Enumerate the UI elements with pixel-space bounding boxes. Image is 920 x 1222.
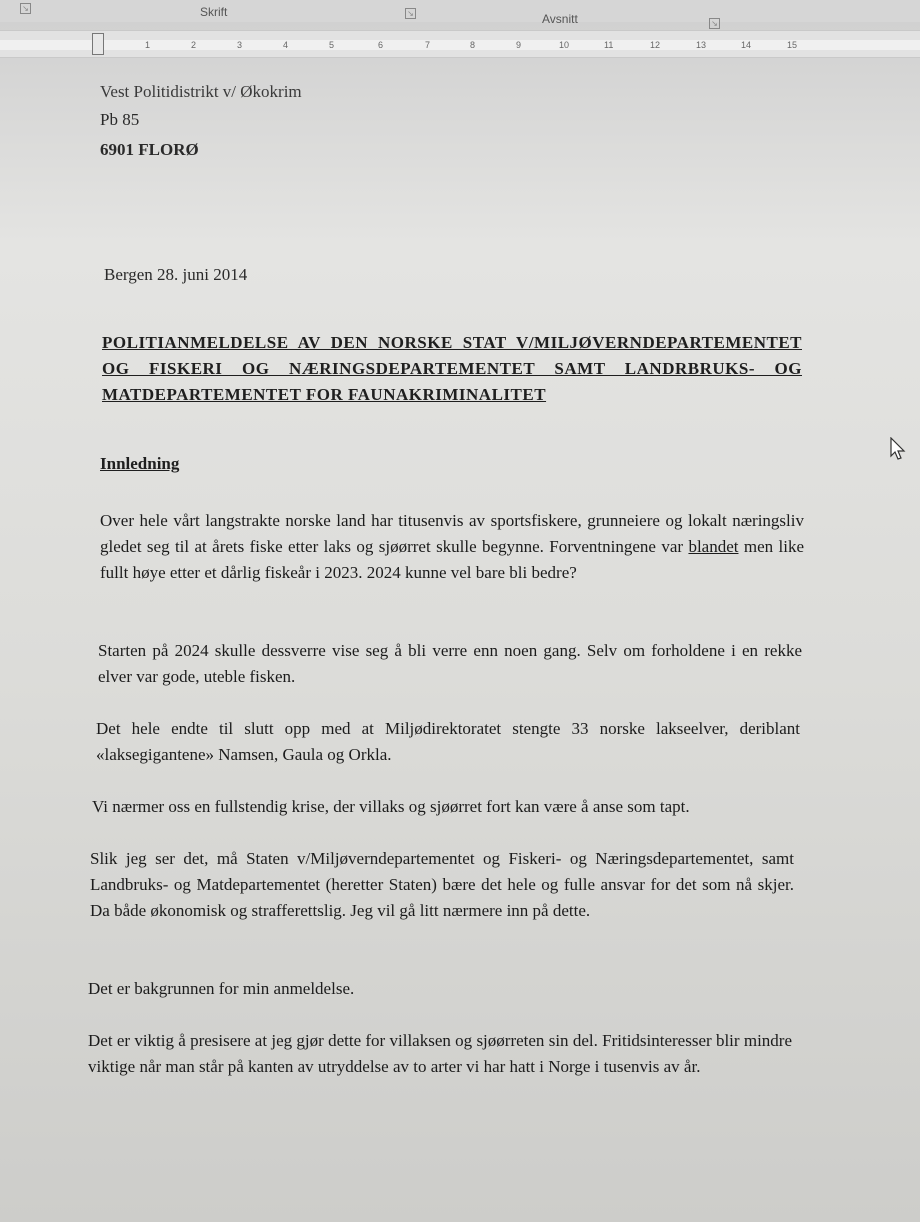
ruler-tick: 5 xyxy=(329,40,335,50)
ribbon-group-font: Skrift xyxy=(200,5,228,19)
recipient-box: Pb 85 xyxy=(100,110,140,129)
ruler-tick: 15 xyxy=(787,40,798,50)
paragraph: Starten på 2024 skulle dessverre vise seg å bli verre enn noen gang. Selv om forholdene i en rekke elver var gode, uteble fisken. xyxy=(98,641,802,686)
paragraph: Vi nærmer oss en fullstendig krise, der villaks og sjøørret fort kan være å anse som tapt. xyxy=(92,797,690,816)
paragraph: Det er viktig å presisere at jeg gjør dette for villaksen og sjøørreten sin del. Fritidsinteresser blir mindre viktige når man står på kanten av utryddelse av to arter vi har hatt i Norge i tusenvis av år. xyxy=(88,1031,792,1076)
letter-date: Bergen 28. juni 2014 xyxy=(104,265,248,284)
ruler-tick: 4 xyxy=(283,40,289,50)
ruler-tick: 9 xyxy=(516,40,522,50)
ruler-tick: 11 xyxy=(604,40,614,50)
paragraph-dialog-launcher-icon[interactable]: ↘ xyxy=(709,18,720,29)
paragraph-text: men like fullt høye etter et dårlig fiskeår i 2023. 2024 kunne vel bare bli bedre? xyxy=(100,537,805,582)
ruler-tick: 8 xyxy=(470,40,476,50)
section-heading: Innledning xyxy=(100,454,180,473)
ruler-tick: 12 xyxy=(650,40,661,50)
ruler-tick: 10 xyxy=(559,40,570,50)
ruler-tick: 3 xyxy=(237,40,243,50)
document-page[interactable] xyxy=(40,58,900,1222)
mouse-pointer-icon xyxy=(890,437,906,461)
paragraph: Slik jeg ser det, må Staten v/Miljøverndepartementet og Fiskeri- og Næringsdepartementet, samt Landbruks- og Matdepartementet (heretter Staten) bære det hele og fulle ansvar for det som nå skjer. Da både økonomisk og strafferettslig. Jeg vil gå litt nærmere inn på dette. xyxy=(90,849,794,920)
ruler-tick: 7 xyxy=(425,40,431,50)
document-title: POLITIANMELDELSE AV DEN NORSKE STAT V/MILJØVERNDEPARTEMENTET OG FISKERI OG NÆRINGSDEPARTEMENTET SAMT LANDRBRUKS- OG MATDEPARTEMENTET FOR FAUNAKRIMINALITET xyxy=(102,333,802,404)
ruler-tick: 2 xyxy=(191,40,197,50)
ruler-tick: 1 xyxy=(145,40,151,50)
ruler-track xyxy=(0,40,920,50)
underlined-word: blandet xyxy=(688,537,739,556)
paragraph xyxy=(100,508,804,586)
ribbon-group-paragraph: Avsnitt xyxy=(542,12,578,26)
paragraph-text: Over hele vårt langstrakte norske land har titusenvis av sportsfiskere, grunneiere og lokalt næringsliv gledet seg til at årets fiske etter laks og sjøørret skulle begynne. Forventningene var xyxy=(100,511,804,556)
horizontal-ruler[interactable] xyxy=(0,30,920,58)
dialog-launcher-icon[interactable]: ↘ xyxy=(20,3,31,14)
ruler-tick: 13 xyxy=(696,40,707,50)
font-dialog-launcher-icon[interactable]: ↘ xyxy=(405,8,416,19)
recipient-postal: 6901 FLORØ xyxy=(100,140,199,159)
indent-marker[interactable] xyxy=(92,33,104,55)
ribbon xyxy=(0,0,920,28)
paragraph: Det er bakgrunnen for min anmeldelse. xyxy=(88,979,355,998)
ruler-tick: 14 xyxy=(741,40,752,50)
ruler-tick: 6 xyxy=(378,40,384,50)
paragraph: Det hele endte til slutt opp med at Miljødirektoratet stengte 33 norske lakseelver, deriblant «laksegigantene» Namsen, Gaula og Orkla. xyxy=(96,719,800,764)
recipient-name: Vest Politidistrikt v/ Økokrim xyxy=(100,82,302,101)
